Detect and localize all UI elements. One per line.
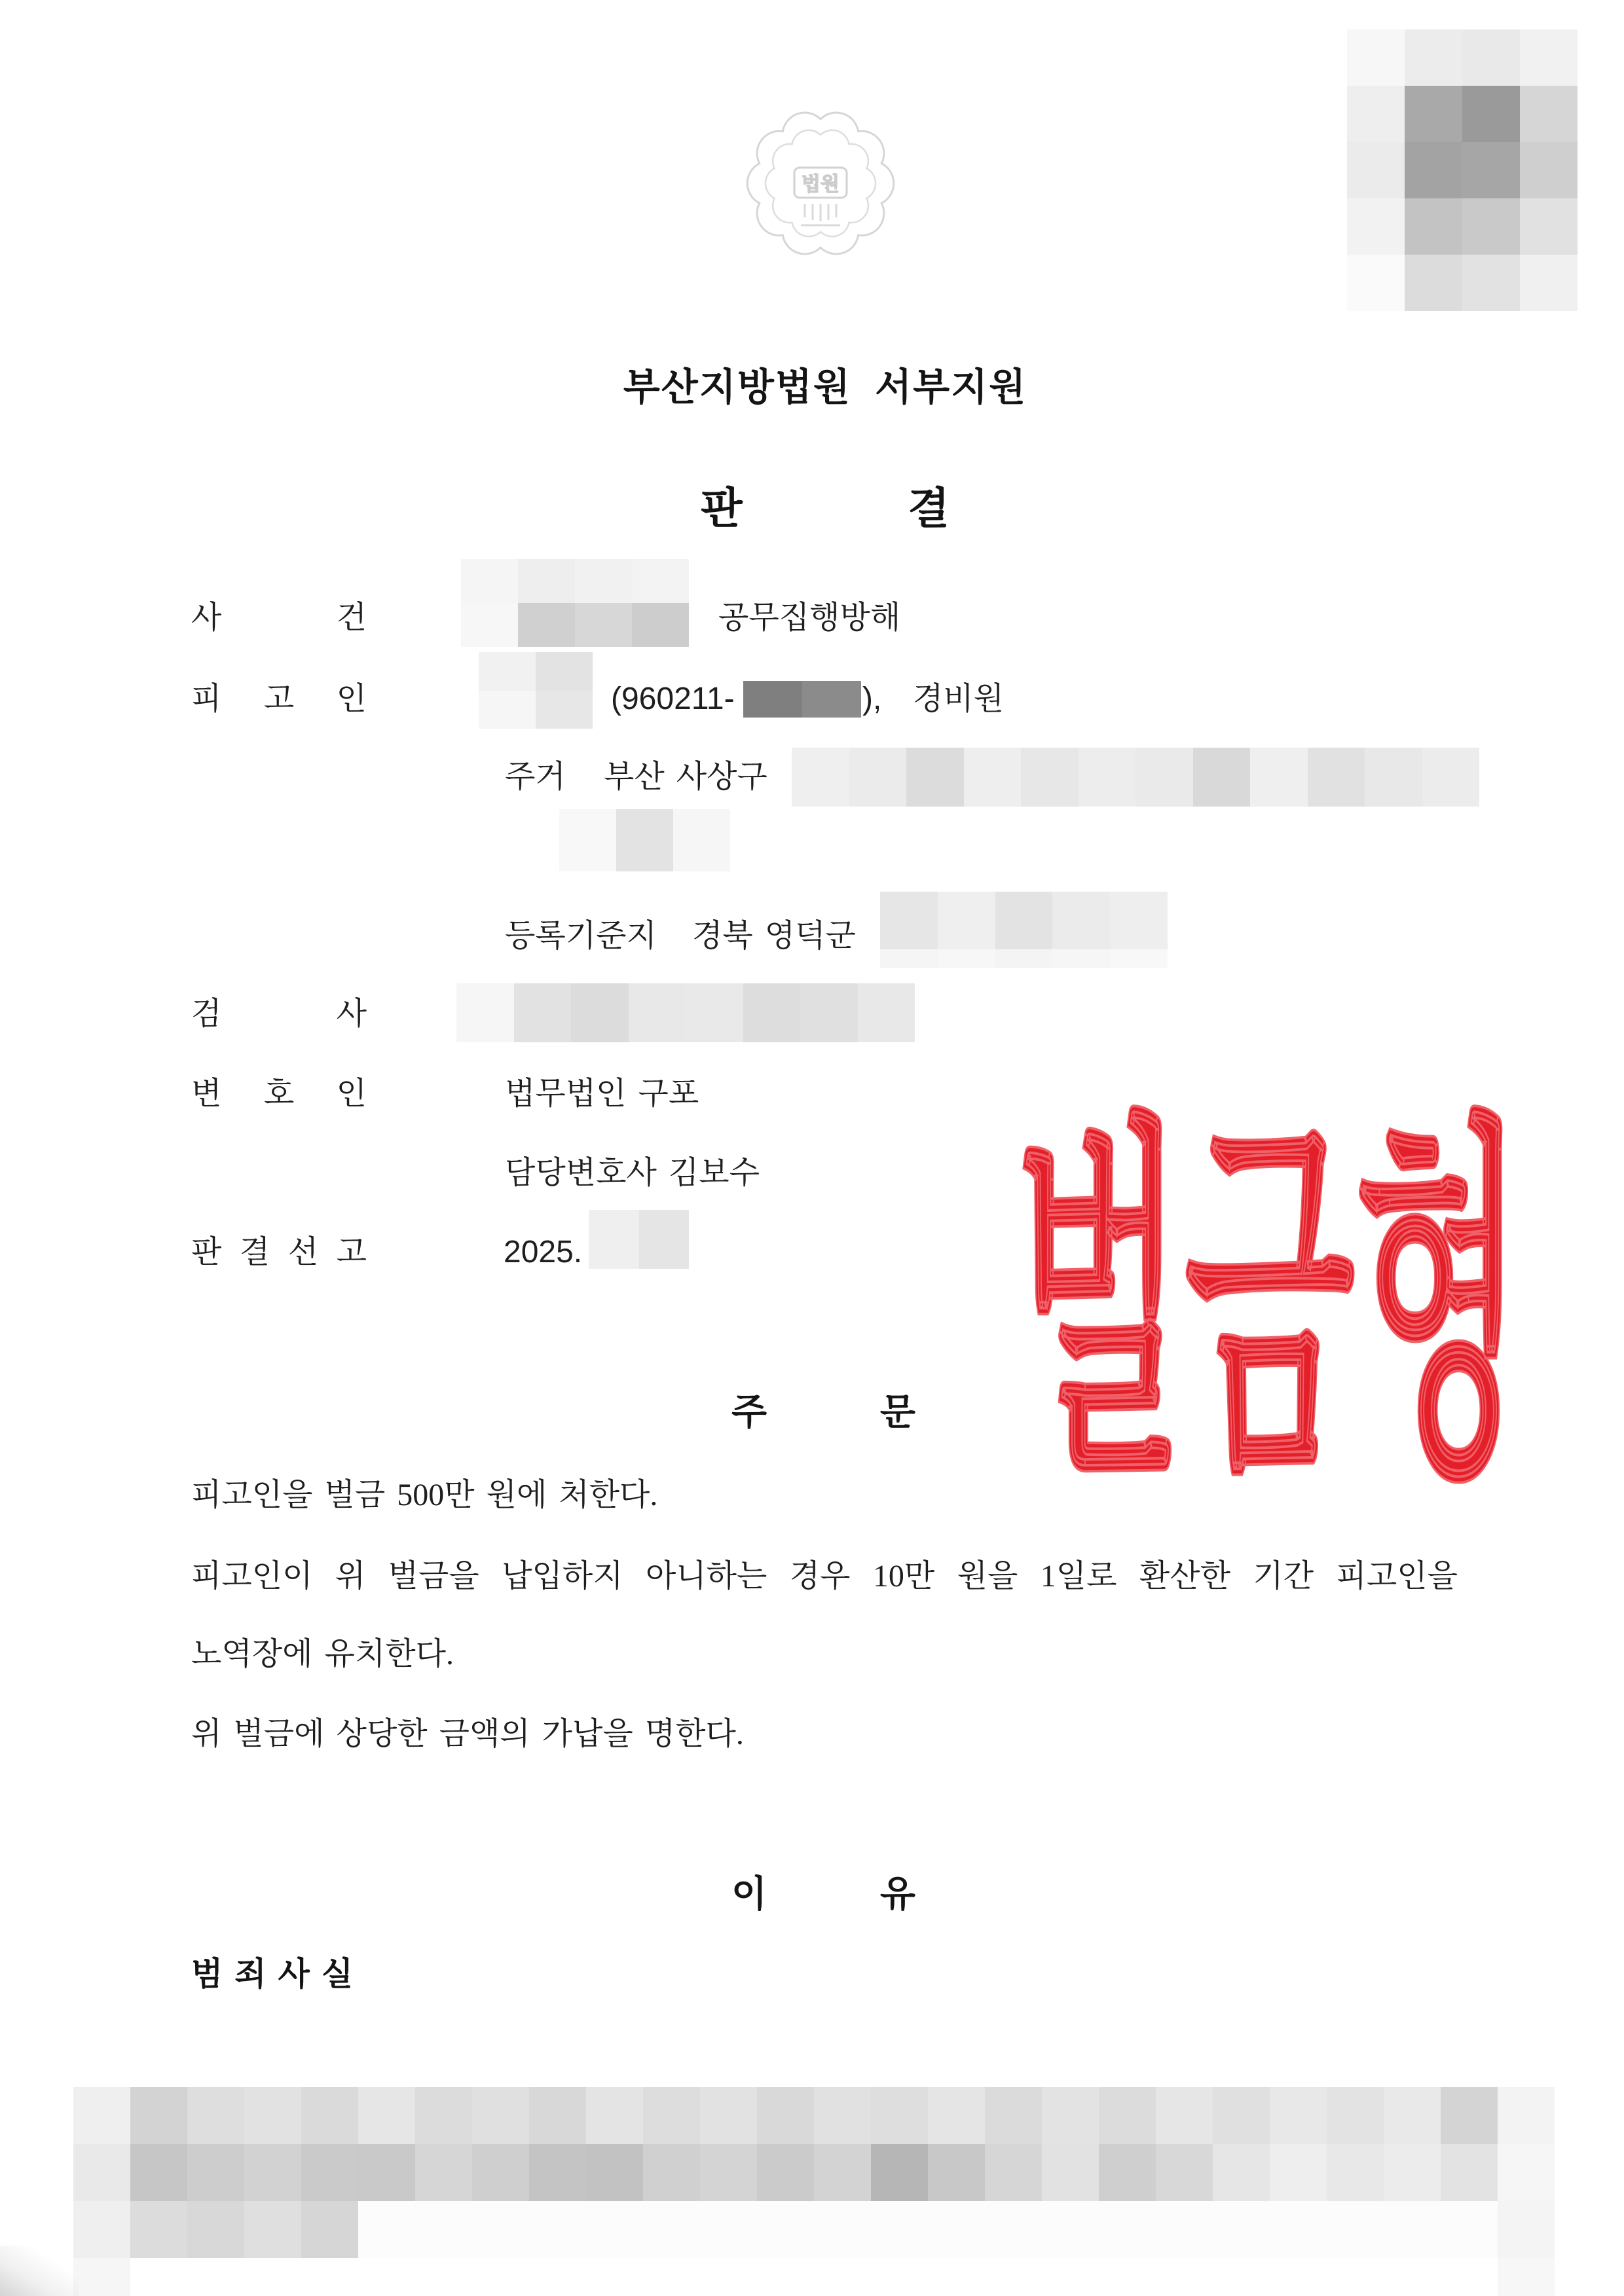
mosaic-tile xyxy=(586,2144,643,2201)
mosaic-tile xyxy=(1462,142,1520,198)
mosaic-tile xyxy=(529,2087,586,2144)
mosaic-tile xyxy=(536,652,593,691)
mosaic-tile xyxy=(880,892,938,949)
mosaic-tile xyxy=(1099,2201,1156,2258)
redacted-address-line2 xyxy=(559,809,730,871)
mosaic-tile xyxy=(415,2144,472,2201)
mosaic-tile xyxy=(643,2087,700,2144)
mosaic-tile xyxy=(244,2201,301,2258)
mosaic-tile xyxy=(871,2258,928,2296)
reasons-heading: 이 유 xyxy=(731,1873,915,1916)
redacted-prosecutor xyxy=(456,983,915,1042)
mosaic-tile xyxy=(743,681,802,718)
mosaic-tile xyxy=(586,2258,643,2296)
mosaic-tile xyxy=(639,1210,690,1269)
mosaic-tile xyxy=(1110,949,1168,968)
mosaic-tile xyxy=(472,2087,529,2144)
mosaic-tile xyxy=(1441,2087,1498,2144)
defendant-id-prefix: (960211- xyxy=(611,682,735,716)
mosaic-tile xyxy=(536,691,593,729)
mosaic-tile xyxy=(1498,2144,1555,2201)
mosaic-tile xyxy=(632,559,689,603)
mosaic-tile xyxy=(415,2087,472,2144)
mosaic-tile xyxy=(757,2144,814,2201)
mosaic-tile xyxy=(1520,198,1578,255)
mosaic-tile xyxy=(880,949,938,968)
mosaic-tile xyxy=(792,748,849,807)
order-line: 피고인이 위 벌금을 납입하지 아니하는 경우 10만 원을 1일로 환산한 기간 피고인을 xyxy=(191,1559,1458,1594)
mosaic-tile xyxy=(995,892,1053,949)
mosaic-tile xyxy=(187,2144,244,2201)
mosaic-tile xyxy=(358,2087,415,2144)
mosaic-tile xyxy=(415,2258,472,2296)
redacted-body-text xyxy=(73,2087,1555,2296)
mosaic-tile xyxy=(301,2258,358,2296)
mosaic-tile xyxy=(1213,2201,1270,2258)
mosaic-tile xyxy=(1270,2258,1327,2296)
residence-value: 부산 사상구 xyxy=(604,759,767,794)
defendant-occupation: 경비원 xyxy=(913,682,1005,716)
mosaic-tile xyxy=(1384,2258,1441,2296)
mosaic-tile xyxy=(1213,2087,1270,2144)
mosaic-tile xyxy=(1327,2144,1384,2201)
mosaic-tile xyxy=(1135,748,1193,807)
mosaic-tile xyxy=(928,2087,985,2144)
mosaic-tile xyxy=(757,2258,814,2296)
mosaic-tile xyxy=(643,2258,700,2296)
stamp-text: 벌금형 xyxy=(1014,1084,1525,1525)
scan-shadow xyxy=(0,2246,79,2296)
mosaic-tile xyxy=(529,2201,586,2258)
mosaic-tile xyxy=(1384,2201,1441,2258)
order-line: 노역장에 유치한다. xyxy=(191,1637,454,1671)
mosaic-tile xyxy=(1099,2087,1156,2144)
mosaic-tile xyxy=(1250,748,1308,807)
court-seal xyxy=(742,105,899,262)
mosaic-tile xyxy=(575,559,632,603)
mosaic-tile xyxy=(1213,2258,1270,2296)
court-name: 부산지방법원 서부지원 xyxy=(623,365,1027,409)
registration-value: 경북 영덕군 xyxy=(692,919,856,953)
mosaic-tile xyxy=(906,748,964,807)
mosaic-tile xyxy=(586,2087,643,2144)
mosaic-tile xyxy=(700,2087,757,2144)
redacted-date xyxy=(589,1210,689,1269)
mosaic-tile xyxy=(1270,2087,1327,2144)
mosaic-tile xyxy=(938,949,995,968)
mosaic-tile xyxy=(1347,198,1405,255)
prosecutor-label: 검 사 xyxy=(191,996,367,1031)
mosaic-tile xyxy=(1405,255,1462,311)
mosaic-tile xyxy=(1441,2201,1498,2258)
mosaic-tile xyxy=(849,748,907,807)
mosaic-tile xyxy=(858,983,915,1042)
mosaic-tile xyxy=(1462,86,1520,142)
defendant-label: 피 고 인 xyxy=(191,682,367,716)
redacted-registration xyxy=(880,892,1168,968)
order-line: 위 벌금에 상당한 금액의 가납을 명한다. xyxy=(191,1717,744,1751)
mosaic-tile xyxy=(1021,748,1079,807)
penalty-stamp xyxy=(1014,1084,1525,1525)
mosaic-tile xyxy=(1042,2258,1099,2296)
sentencing-date: 2025. xyxy=(504,1235,583,1269)
mosaic-tile xyxy=(1079,748,1136,807)
mosaic-tile xyxy=(1441,2144,1498,2201)
mosaic-tile xyxy=(686,983,743,1042)
mosaic-tile xyxy=(1520,142,1578,198)
mosaic-tile xyxy=(643,2144,700,2201)
case-name: 공무집행방해 xyxy=(718,600,901,635)
mosaic-tile xyxy=(472,2258,529,2296)
mosaic-tile xyxy=(73,2258,130,2296)
mosaic-tile xyxy=(1347,29,1405,86)
mosaic-tile xyxy=(1270,2201,1327,2258)
mosaic-tile xyxy=(571,983,629,1042)
mosaic-tile xyxy=(358,2144,415,2201)
mosaic-tile xyxy=(985,2087,1042,2144)
mosaic-tile xyxy=(757,2087,814,2144)
mosaic-tile xyxy=(757,2201,814,2258)
redacted-id-number xyxy=(743,681,861,718)
mosaic-tile xyxy=(938,892,995,949)
mosaic-tile xyxy=(673,809,730,871)
mosaic-tile xyxy=(1520,29,1578,86)
mosaic-tile xyxy=(130,2144,187,2201)
mosaic-tile xyxy=(514,983,572,1042)
mosaic-tile xyxy=(1308,748,1365,807)
counsel-firm: 법무법인 구포 xyxy=(505,1076,699,1111)
mosaic-tile xyxy=(632,603,689,647)
mosaic-tile xyxy=(1156,2201,1213,2258)
mosaic-tile xyxy=(1347,142,1405,198)
mosaic-tile xyxy=(472,2201,529,2258)
mosaic-tile xyxy=(1270,2144,1327,2201)
mosaic-tile xyxy=(871,2201,928,2258)
mosaic-tile xyxy=(616,809,673,871)
mosaic-tile xyxy=(461,559,518,603)
mosaic-tile xyxy=(529,2258,586,2296)
mosaic-tile xyxy=(1441,2258,1498,2296)
mosaic-tile xyxy=(1347,86,1405,142)
mosaic-tile xyxy=(187,2201,244,2258)
mosaic-tile xyxy=(1042,2201,1099,2258)
mosaic-tile xyxy=(244,2258,301,2296)
mosaic-tile xyxy=(700,2144,757,2201)
order-heading: 주 문 xyxy=(731,1391,915,1434)
mosaic-tile xyxy=(1042,2087,1099,2144)
counsel-label: 변 호 인 xyxy=(191,1076,367,1111)
mosaic-tile xyxy=(814,2144,871,2201)
redacted-corner-block xyxy=(1347,29,1578,311)
defendant-id-suffix: ), xyxy=(862,682,882,716)
seal-base-lines xyxy=(801,204,840,225)
mosaic-tile xyxy=(643,2201,700,2258)
mosaic-tile xyxy=(589,1210,639,1269)
mosaic-tile xyxy=(518,559,575,603)
mosaic-tile xyxy=(301,2201,358,2258)
mosaic-tile xyxy=(814,2201,871,2258)
mosaic-tile xyxy=(461,603,518,647)
mosaic-tile xyxy=(1405,198,1462,255)
counsel-attorney: 담당변호사 김보수 xyxy=(505,1156,760,1190)
mosaic-tile xyxy=(1347,255,1405,311)
sentencing-label: 판 결 선 고 xyxy=(191,1235,367,1269)
mosaic-tile xyxy=(1462,198,1520,255)
mosaic-tile xyxy=(479,691,536,729)
mosaic-tile xyxy=(1422,748,1480,807)
mosaic-tile xyxy=(1110,892,1168,949)
order-line: 피고인을 벌금 500만 원에 처한다. xyxy=(191,1478,658,1512)
mosaic-tile xyxy=(1405,29,1462,86)
residence-label: 주거 xyxy=(505,759,566,794)
mosaic-tile xyxy=(1498,2087,1555,2144)
mosaic-tile xyxy=(479,652,536,691)
mosaic-tile xyxy=(1099,2258,1156,2296)
mosaic-tile xyxy=(1052,892,1110,949)
mosaic-tile xyxy=(1156,2087,1213,2144)
redacted-address xyxy=(792,748,1479,807)
mosaic-tile xyxy=(358,2258,415,2296)
mosaic-tile xyxy=(586,2201,643,2258)
mosaic-tile xyxy=(130,2201,187,2258)
mosaic-tile xyxy=(1193,748,1251,807)
mosaic-tile xyxy=(700,2258,757,2296)
mosaic-tile xyxy=(456,983,514,1042)
mosaic-tile xyxy=(1156,2144,1213,2201)
mosaic-tile xyxy=(985,2258,1042,2296)
redacted-case-number xyxy=(461,559,689,647)
mosaic-tile xyxy=(995,949,1053,968)
mosaic-tile xyxy=(73,2144,130,2201)
mosaic-tile xyxy=(1520,255,1578,311)
mosaic-tile xyxy=(1462,255,1520,311)
mosaic-tile xyxy=(358,2201,415,2258)
mosaic-tile xyxy=(1520,86,1578,142)
mosaic-tile xyxy=(1498,2258,1555,2296)
mosaic-tile xyxy=(629,983,686,1042)
mosaic-tile xyxy=(814,2087,871,2144)
seal-text: 법원 xyxy=(802,173,840,196)
registration-label: 등록기준지 xyxy=(505,919,657,953)
mosaic-tile xyxy=(1405,142,1462,198)
mosaic-tile xyxy=(130,2087,187,2144)
mosaic-tile xyxy=(800,983,858,1042)
mosaic-tile xyxy=(985,2144,1042,2201)
crime-facts-title: 범죄사실 xyxy=(191,1955,365,1993)
mosaic-tile xyxy=(1462,29,1520,86)
mosaic-tile xyxy=(559,809,616,871)
mosaic-tile xyxy=(1042,2144,1099,2201)
mosaic-tile xyxy=(73,2087,130,2144)
mosaic-tile xyxy=(518,603,575,647)
mosaic-tile xyxy=(130,2258,187,2296)
mosaic-tile xyxy=(1405,86,1462,142)
mosaic-tile xyxy=(73,2201,130,2258)
mosaic-tile xyxy=(187,2258,244,2296)
mosaic-tile xyxy=(871,2144,928,2201)
mosaic-tile xyxy=(472,2144,529,2201)
mosaic-tile xyxy=(814,2258,871,2296)
mosaic-tile xyxy=(1384,2087,1441,2144)
mosaic-tile xyxy=(1327,2258,1384,2296)
mosaic-tile xyxy=(529,2144,586,2201)
mosaic-tile xyxy=(301,2144,358,2201)
mosaic-tile xyxy=(415,2201,472,2258)
mosaic-tile xyxy=(1213,2144,1270,2201)
mosaic-tile xyxy=(928,2258,985,2296)
mosaic-tile xyxy=(802,681,861,718)
mosaic-tile xyxy=(1099,2144,1156,2201)
redacted-defendant-name xyxy=(479,652,593,729)
mosaic-tile xyxy=(985,2201,1042,2258)
mosaic-tile xyxy=(1327,2201,1384,2258)
mosaic-tile xyxy=(1327,2087,1384,2144)
mosaic-tile xyxy=(1052,949,1110,968)
mosaic-tile xyxy=(1498,2201,1555,2258)
mosaic-tile xyxy=(871,2087,928,2144)
mosaic-tile xyxy=(1365,748,1422,807)
document-title: 판 결 xyxy=(701,483,950,534)
mosaic-tile xyxy=(575,603,632,647)
mosaic-tile xyxy=(1156,2258,1213,2296)
mosaic-tile xyxy=(244,2144,301,2201)
mosaic-tile xyxy=(928,2201,985,2258)
mosaic-tile xyxy=(244,2087,301,2144)
case-label: 사 건 xyxy=(191,600,367,635)
mosaic-tile xyxy=(700,2201,757,2258)
mosaic-tile xyxy=(928,2144,985,2201)
mosaic-tile xyxy=(301,2087,358,2144)
mosaic-tile xyxy=(187,2087,244,2144)
mosaic-tile xyxy=(964,748,1022,807)
mosaic-tile xyxy=(1384,2144,1441,2201)
mosaic-tile xyxy=(743,983,801,1042)
